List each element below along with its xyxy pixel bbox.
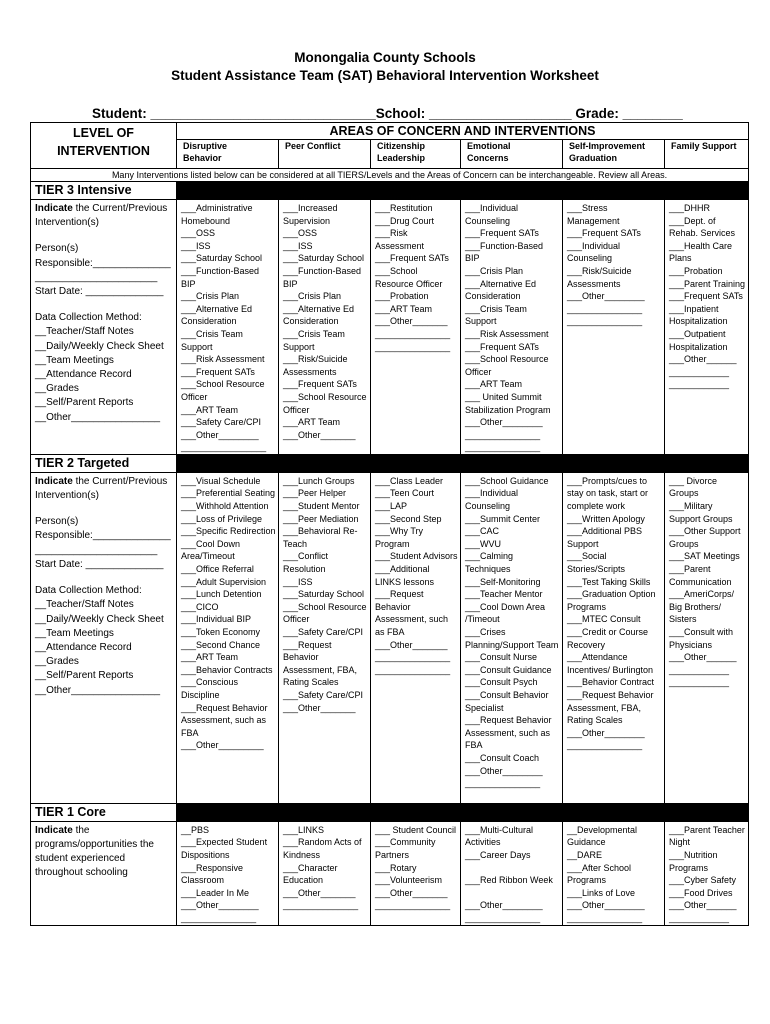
tier2-person-responsible[interactable]: Person(s) Responsible:______________: [35, 516, 171, 542]
student-school-grade-line[interactable]: Student: ______________________________School: ___________________ Grade: ________: [92, 106, 683, 121]
tier3-person-responsible[interactable]: Person(s) Responsible:______________: [35, 243, 171, 269]
tier3-disruptive-cell[interactable]: ___Administrative Homebound ___OSS ___ISS ___Saturday School ___Function-Based BIP ___Crisis Plan ___Alternative Ed Consideration ___Crisis Team Support ___Risk Assessment ___Frequent SATs ___School Resource Officer ___ART Team ___Safety Care/CPI ___Other________ _________________: [177, 200, 279, 455]
tier3-citizenship-cell[interactable]: ___Restitution ___Drug Court ___Risk Assessment ___Frequent SATs ___School Resource Officer ___Probation ___ART Team ___Other_______ _______________ _______________: [371, 200, 461, 455]
tier3-black-bar: [177, 182, 749, 200]
tier1-disruptive-cell[interactable]: __PBS ___Expected Student Dispositions ___Responsive Classroom ___Leader In Me ___Other________ _______________: [177, 821, 279, 925]
tier1-indicate: [35, 824, 174, 881]
tier2-data-collection-label: Data Collection Method:: [35, 585, 142, 597]
tier3-family-support-cell[interactable]: ___DHHR ___Dept. of Rehab. Services ___Health Care Plans ___Probation ___Parent Training ___Frequent SATs ___Inpatient Hospitalization ___Outpatient Hospitalization ___Other______ ____________ ____________: [665, 200, 749, 455]
tier1-self-improvement-cell[interactable]: __Developmental Guidance __DARE ___After School Programs ___Links of Love ___Other________ _______________: [563, 821, 665, 925]
column-header-emotional: [461, 140, 563, 169]
tier3-person-line[interactable]: ______________________: [35, 271, 158, 283]
column-label: Citizenship Leadership: [377, 141, 426, 163]
tier2-data-collection-options[interactable]: __Teacher/Staff Notes __Daily/Weekly Check Sheet __Team Meetings __Attendance Record __Grades __Self/Parent Reports __Other________________: [35, 599, 164, 696]
intervention-table: [30, 122, 749, 926]
tier3-heading: TIER 3 Intensive: [31, 182, 177, 200]
tier1-citizenship-cell[interactable]: ___ Student Council ___Community Partners ___Rotary ___Volunteerism ___Other_______ _______________: [371, 821, 461, 925]
indicate-bold: Indicate: [35, 475, 73, 487]
document-subtitle: Student Assistance Team (SAT) Behavioral Intervention Worksheet: [171, 68, 599, 83]
indicate-rest: the programs/opportunities the student experienced throughout schooling: [35, 824, 154, 879]
tier2-black-bar: [177, 454, 749, 472]
tier1-emotional-cell[interactable]: ___Multi-Cultural Activities ___Career Days ___Red Ribbon Week ___Other________ _______________: [461, 821, 563, 925]
tier1-left-panel: [31, 821, 177, 925]
tier3-start-date[interactable]: Start Date: ______________: [35, 286, 164, 298]
tier2-indicate: [35, 475, 174, 503]
tier3-data-collection-options[interactable]: __Teacher/Staff Notes __Daily/Weekly Check Sheet __Team Meetings __Attendance Record __Grades __Self/Parent Reports __Other________________: [35, 326, 164, 423]
tier2-self-improvement-cell[interactable]: ___Prompts/cues to stay on task, start or complete work ___Written Apology ___Additional PBS Support ___Social Stories/Scripts ___Test Taking Skills ___Graduation Option Programs ___MTEC Consult ___Credit or Course Recovery ___Attendance Incentives/ Burlington ___Behavior Contract ___Request Behavior Assessment, FBA, Rating Scales ___Other________ _______________: [563, 472, 665, 803]
tier3-left-panel: [31, 200, 177, 455]
tier3-peer-conflict-cell[interactable]: ___Increased Supervision ___OSS ___ISS ___Saturday School ___Function-Based BIP ___Crisis Plan ___Alternative Ed Consideration ___Crisis Team Support ___Risk/Suicide Assessments ___Frequent SATs ___School Resource Officer ___ART Team ___Other_______: [279, 200, 371, 455]
tier2-left-panel: [31, 472, 177, 803]
column-label: Disruptive Behavior: [183, 141, 228, 163]
tier2-peer-conflict-cell[interactable]: ___Lunch Groups ___Peer Helper ___Student Mentor ___Peer Mediation ___Behavioral Re-Teach ___Conflict Resolution ___ISS ___Saturday School ___School Resource Officer ___Safety Care/CPI ___Request Behavior Assessment, FBA, Rating Scales ___Safety Care/CPI ___Other_______: [279, 472, 371, 803]
level-of-intervention-header: [31, 123, 177, 169]
tier2-family-support-cell[interactable]: ___ Divorce Groups ___Military Support Groups ___Other Support Groups ___SAT Meetings ___Parent Communication ___AmeriCorps/ Big Brothers/ Sisters ___Consult with Physicians ___Other______ ____________ ____________: [665, 472, 749, 803]
tier3-emotional-cell[interactable]: ___Individual Counseling ___Frequent SATs ___Function-Based BIP ___Crisis Plan ___Alternative Ed Consideration ___Crisis Team Support ___Risk Assessment ___Frequent SATs ___School Resource Officer ___ART Team ___ United Summit Stabilization Program ___Other________ _______________ _______________: [461, 200, 563, 455]
tier2-disruptive-cell[interactable]: ___Visual Schedule ___Preferential Seating ___Withhold Attention ___Loss of Privilege ___Specific Redirection ___Cool Down Area/Timeout ___Office Referral ___Adult Supervision ___Lunch Detention ___CICO ___Individual BIP ___Token Economy ___Second Chance ___ART Team ___Behavior Contracts ___Conscious Discipline ___Request Behavior Assessment, such as FBA ___Other_________: [177, 472, 279, 803]
column-header-peer-conflict: [279, 140, 371, 169]
indicate-rest: the Current/Previous Intervention(s): [35, 475, 168, 502]
tier2-emotional-cell[interactable]: ___School Guidance ___Individual Counseling ___Summit Center ___CAC ___WVU ___Calming Techniques ___Self-Monitoring ___Teacher Mentor ___Cool Down Area /Timeout ___Crises Planning/Support Team ___Consult Nurse ___Consult Guidance ___Consult Psych ___Consult Behavior Specialist ___Request Behavior Assessment, such as FBA ___Consult Coach ___Other________ _______________: [461, 472, 563, 803]
indicate-rest: the Current/Previous Intervention(s): [35, 203, 168, 229]
tier2-start-date[interactable]: Start Date: ______________: [35, 558, 164, 570]
tier1-peer-conflict-cell[interactable]: ___LINKS ___Random Acts of Kindness ___Character Education ___Other_______ _______________: [279, 821, 371, 925]
tier2-person-line[interactable]: ______________________: [35, 544, 158, 556]
tier3-self-improvement-cell[interactable]: ___Stress Management ___Frequent SATs ___Individual Counseling ___Risk/Suicide Assessments ___Other________ _______________ _______________: [563, 200, 665, 455]
column-header-citizenship: [371, 140, 461, 169]
tier2-heading: TIER 2 Targeted: [31, 454, 177, 472]
tier1-heading: TIER 1 Core: [31, 803, 177, 821]
interchangeable-note: Many Interventions listed below can be considered at all TIERS/Levels and the Areas of Concern can be interchangeable. Review all Areas.: [31, 169, 749, 182]
tier3-indicate: [35, 202, 174, 230]
indicate-bold: Indicate: [35, 203, 73, 214]
tier2-citizenship-cell[interactable]: ___Class Leader ___Teen Court ___LAP ___Second Step ___Why Try Program ___Student Advisors ___Additional LINKS lessons ___Request Behavior Assessment, such as FBA ___Other_______ _______________ _______________: [371, 472, 461, 803]
areas-of-concern-header: AREAS OF CONCERN AND INTERVENTIONS: [177, 123, 749, 140]
column-label: Family Support: [671, 141, 737, 151]
column-header-family-support: [665, 140, 749, 169]
tier1-black-bar: [177, 803, 749, 821]
column-header-disruptive: [177, 140, 279, 169]
column-label: Peer Conflict: [285, 141, 341, 151]
document-title: Monongalia County Schools: [294, 50, 476, 65]
column-label: Self-Improvement Graduation: [569, 141, 646, 163]
column-header-self-improvement: [563, 140, 665, 169]
tier1-family-support-cell[interactable]: ___Parent Teacher Night ___Nutrition Programs ___Cyber Safety ___Food Drives ___Other______ ____________: [665, 821, 749, 925]
indicate-bold: Indicate: [35, 824, 73, 836]
level-header-line1: LEVEL OF: [73, 126, 134, 140]
level-header-line2: INTERVENTION: [57, 144, 150, 158]
column-label: Emotional Concerns: [467, 141, 511, 163]
tier3-data-collection-label: Data Collection Method:: [35, 312, 142, 324]
